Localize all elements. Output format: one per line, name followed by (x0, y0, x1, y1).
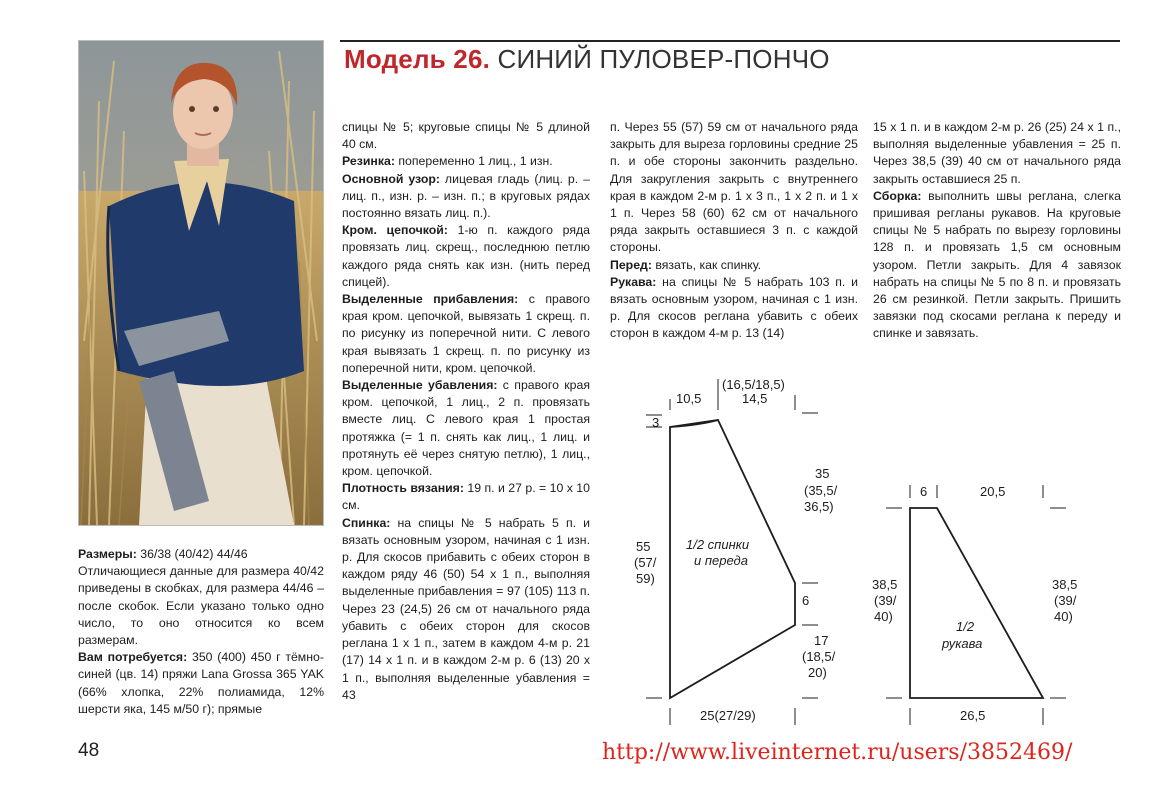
body-top-left-label: 10,5 (676, 391, 702, 406)
sizes-note-text: Отличающиеся данные для размера 40/42 приведены в скобках, для размера 44/46 – после скобок. Если указано только одно число, то оно относится ко всем размерам. (78, 564, 324, 648)
paragraph-text: 15 x 1 п. и в каждом 2-м р. 26 (25) 24 x 1 п., выполняя выделенные убавления = 25 п. Через 38,5 (39) 40 см от начального ряда закрыть оставшиеся 25 п. (873, 120, 1121, 186)
body-lower-label-a: 17 (814, 633, 829, 648)
paragraph-heading: Кром. цепочкой: (342, 223, 448, 238)
body-top-right-label-b: 14,5 (742, 391, 768, 406)
sleeve-piece-label-a: 1/2 (956, 619, 975, 634)
sleeve-bottom-label: 26,5 (960, 708, 986, 723)
sleeve-right-label-c: 40) (1054, 609, 1073, 624)
paragraph-text: попеременно 1 лиц., 1 изн. (394, 154, 553, 169)
body-raglan-label-c: 36,5) (804, 499, 834, 514)
model-number: Модель 26 (344, 44, 483, 74)
text-column-3 (873, 119, 1121, 343)
paragraph (342, 291, 590, 377)
model-photo (78, 40, 324, 526)
sleeve-left-label-b: (39/ (874, 593, 897, 608)
text-column-1 (342, 119, 590, 704)
paragraph-heading: Выделенные прибавления: (342, 292, 519, 307)
paragraph-text: с правого края кром. цепочкой, вывязать 1 скрещ. п. по рисунку из поперечной нити. С левого края вывязать 1 скрещ. п. по рисунку из поперечной нити, кром. цепочкой. (342, 292, 590, 375)
materials-heading: Вам потребуется: (78, 650, 188, 665)
materials-paragraph (78, 649, 324, 718)
title-rule (340, 40, 1120, 42)
sizes-paragraph (78, 546, 324, 563)
paragraph (610, 274, 858, 343)
paragraph (342, 171, 590, 223)
body-height-label-c: 59) (636, 571, 655, 586)
text-column-2 (610, 119, 858, 343)
left-column (78, 546, 324, 718)
paragraph-heading: Спинка: (342, 515, 391, 530)
paragraph (342, 377, 590, 480)
paragraph-text: на спицы № 5 набрать 5 п. и вязать основным узором, начиная с 1 изн. р. Для скосов прибавить с обеих сторон в каждом ряду 46 (50) 54 x 1 п., выполняя выделенные прибавления = 97 (105) 113 п. Через 23 (24,5) 26 см от начального ряда убавить с обеих сторон для скосов реглана 1 x 1 п., затем в каждом 4-м р. 21 (17) 14 x 1 п. и в каждом 2-м р. 6 (13) 20 x 1 п., выполняя выделенные убавления = 43 (342, 515, 590, 702)
body-piece-label-a: 1/2 спинки (686, 537, 750, 552)
paragraph-heading: Сборка: (873, 188, 922, 203)
sizes-note-paragraph (78, 563, 324, 649)
sleeve-left-label-a: 38,5 (872, 577, 898, 592)
paragraph (342, 119, 590, 153)
paragraph (342, 222, 590, 291)
paragraph-text: 19 п. и 27 р. = 10 x 10 см. (342, 481, 590, 513)
paragraph (342, 480, 590, 514)
paragraph-text: с правого края кром. цепочкой, 1 лиц., 2 п. провязать вместе лиц. С левого края 1 простая протяжка (= 1 п. снять как лиц., 1 лиц. и протянуть её через снятую петлю), 1 лиц., кром. цепочкой. (342, 378, 590, 479)
paragraph-heading: Выделенные убавления: (342, 378, 498, 393)
materials-text: 350 (400) 450 г тёмно-синей (цв. 14) пряжи Lana Grossa 365 YAK (66% хлопка, 22% полиамида, 12% шерсти яка, 145 м/50 г); прямые (78, 650, 324, 716)
paragraph-text: лицевая гладь (лиц. р. – лиц. п., изн. р. – изн. п.; в круговых рядах постоянно вязать лиц. п.). (342, 171, 590, 221)
paragraph (873, 119, 1121, 188)
body-lower-label-c: 20) (808, 665, 827, 680)
sleeve-top-left-label: 6 (920, 484, 928, 499)
paragraph-heading: Резинка: (342, 154, 395, 169)
paragraph-text: 1-ю п. каждого ряда провязать лиц. скрещ., последнюю петлю каждого ряда снять как изн. (нить перед спицей). (342, 223, 590, 289)
sleeve-top-right-label: 20,5 (980, 484, 1006, 499)
sleeve-right-label-a: 38,5 (1052, 577, 1078, 592)
sizes-heading: Размеры: (78, 547, 137, 561)
paragraph (342, 515, 590, 704)
title-dot: . (482, 44, 491, 74)
paragraph-text: спицы № 5; круговые спицы № 5 длиной 40 см. (342, 120, 590, 152)
body-piece-label-b: и переда (694, 553, 748, 568)
sleeve-diagram (872, 484, 1077, 725)
pattern-diagrams (630, 365, 1150, 735)
paragraph (610, 257, 858, 274)
source-url[interactable]: http://www.liveinternet.ru/users/3852469/ (602, 740, 1073, 765)
photo-illustration (79, 41, 323, 525)
body-neck-label: 3 (652, 415, 660, 430)
body-height-label-a: 55 (636, 539, 651, 554)
body-step-label: 6 (802, 593, 810, 608)
body-lower-label-b: (18,5/ (802, 649, 836, 664)
paragraph-heading: Перед: (610, 257, 652, 272)
paragraph-heading: Плотность вязания: (342, 481, 464, 496)
sleeve-outline (910, 508, 1043, 698)
page-number: 48 (78, 740, 100, 761)
paragraph-text: п. Через 55 (57) 59 см от начального ряда закрыть для выреза горловины средние 25 п. и обе стороны закончить раздельно. Для закругления закрыть с внутреннего края в каждом 2-м р. 1 x 3 п., 1 x 2 п. и 1 x 1 п. Через 58 (60) 62 см от начального ряда закрыть оставшиеся 3 п. с каждой стороны. (610, 120, 858, 255)
paragraph-text: вязать, как спинку. (651, 257, 762, 272)
body-height-label-b: (57/ (634, 555, 657, 570)
sleeve-right-label-b: (39/ (1054, 593, 1077, 608)
body-diagram (634, 377, 838, 725)
paragraph (342, 153, 590, 170)
body-top-right-label-a: (16,5/18,5) (722, 377, 785, 392)
sleeve-left-label-c: 40) (874, 609, 893, 624)
body-bottom-label: 25(27/29) (700, 708, 756, 723)
sleeve-piece-label-b: рукава (942, 636, 983, 651)
paragraph-text: на спицы № 5 набрать 103 п. и вязать основным узором, начиная с 1 изн. р. Для скосов реглана убавить с обеих сторон в каждом 4-м р. 13 (14) (610, 274, 858, 341)
paragraph-text: выполнить швы реглана, слегка пришивая регланы рукавов. На круговые спицы № 5 набрать по вырезу горловины 128 п. и провязать 1,5 см основным узором. Петли закрыть. Для 4 завязок набрать на спицы № 5 по 8 п. и провязать 26 см резинкой. Петли закрыть. Пришить завязки под скосами реглана к переду и спинке и завязать. (873, 188, 1121, 341)
paragraph-heading: Основной узор: (342, 171, 440, 186)
paragraph (610, 119, 858, 257)
body-raglan-label-a: 35 (815, 466, 830, 481)
paragraph (873, 188, 1121, 343)
page-title (344, 44, 830, 75)
model-name: СИНИЙ ПУЛОВЕР-ПОНЧО (490, 44, 830, 74)
paragraph-heading: Рукава: (610, 274, 657, 289)
sizes-text: 36/38 (40/42) 44/46 (136, 547, 248, 561)
body-raglan-label-b: (35,5/ (804, 483, 838, 498)
